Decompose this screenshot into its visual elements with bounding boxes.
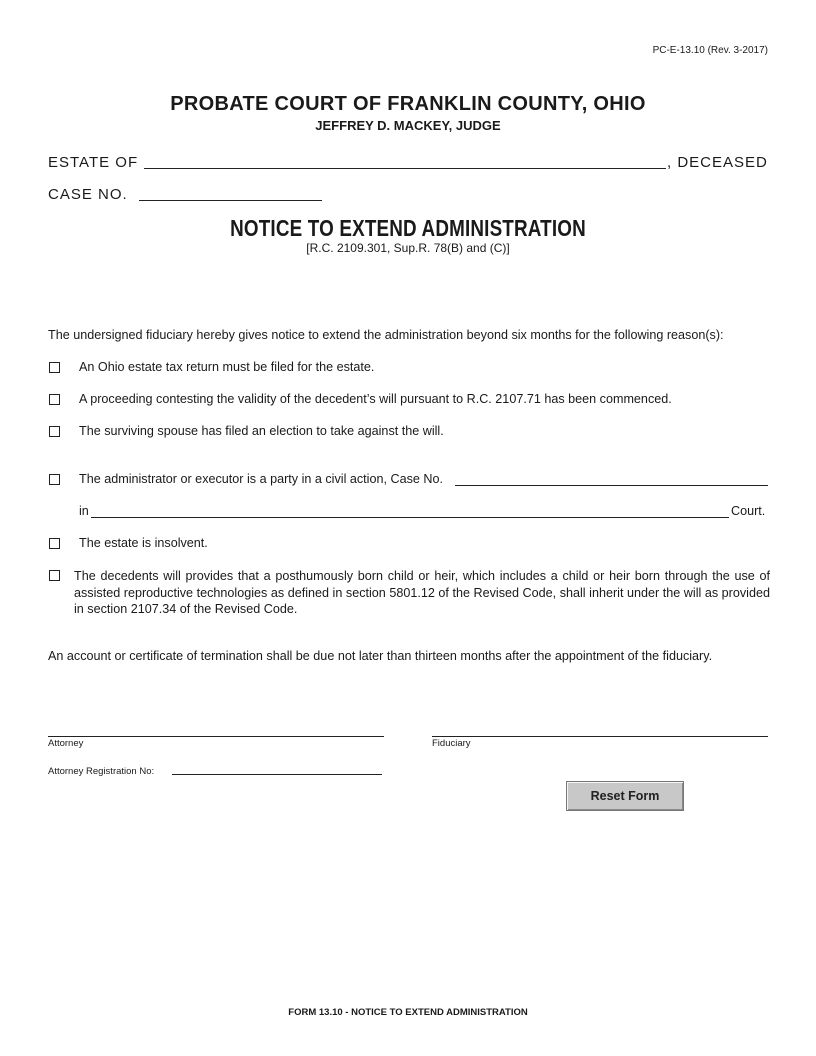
- reason-estate-tax: An Ohio estate tax return must be filed for the estate.: [79, 360, 375, 374]
- judge-name: JEFFREY D. MACKEY, JUDGE: [315, 118, 501, 133]
- reason-insolvent: The estate is insolvent.: [79, 536, 208, 550]
- checkbox-estate-tax[interactable]: [49, 362, 60, 373]
- fiduciary-signature-field[interactable]: [432, 736, 768, 737]
- attorney-label: Attorney: [48, 738, 84, 749]
- form-number: PC-E-13.10 (Rev. 3-2017): [652, 45, 768, 56]
- estate-name-field[interactable]: [144, 168, 666, 169]
- deceased-label: , DECEASED: [667, 154, 768, 171]
- reason-will-contest: A proceeding contesting the validity of the decedent’s will pursuant to R.C. 2107.71 has been commenced.: [79, 392, 672, 406]
- attorney-signature-field[interactable]: [48, 736, 384, 737]
- civil-in-label: in: [79, 504, 89, 518]
- document-title: NOTICE TO EXTEND ADMINISTRATION: [230, 215, 586, 241]
- reason-civil-action: The administrator or executor is a party in a civil action, Case No.: [79, 472, 443, 486]
- fiduciary-label: Fiduciary: [432, 738, 471, 749]
- civil-court-field[interactable]: [91, 517, 729, 518]
- checkbox-spouse-election[interactable]: [49, 426, 60, 437]
- reset-form-button[interactable]: Reset Form: [566, 781, 684, 811]
- checkbox-insolvent[interactable]: [49, 538, 60, 549]
- intro-text: The undersigned fiduciary hereby gives notice to extend the administration beyond six months for the following reason(s):: [48, 328, 724, 342]
- checkbox-civil-action[interactable]: [49, 474, 60, 485]
- civil-court-suffix: Court.: [731, 504, 766, 518]
- civil-case-no-field[interactable]: [455, 485, 768, 486]
- estate-of-label: ESTATE OF: [48, 154, 139, 171]
- registration-label: Attorney Registration No:: [48, 766, 155, 777]
- reason-posthumous-heir: The decedents will provides that a posthumously born child or heir, which includes a child or heir born through the use of assisted reproductive technologies as defined in section 5801.12 of the Revised Code, shall inherit under the will as provided in section 2107.34 of the Revised Code.: [74, 569, 770, 616]
- case-no-label: CASE NO.: [48, 186, 128, 203]
- case-no-field[interactable]: [139, 200, 322, 201]
- statute-citation: [R.C. 2109.301, Sup.R. 78(B) and (C)]: [306, 241, 510, 255]
- reason-spouse-election: The surviving spouse has filed an election to take against the will.: [79, 424, 444, 438]
- court-name: PROBATE COURT OF FRANKLIN COUNTY, OHIO: [170, 93, 646, 115]
- termination-note: An account or certificate of termination shall be due not later than thirteen months after the appointment of the fiduciary.: [48, 649, 713, 663]
- checkbox-posthumous-heir[interactable]: [49, 570, 60, 581]
- form-footer: FORM 13.10 - NOTICE TO EXTEND ADMINISTRATION: [288, 1007, 528, 1018]
- checkbox-will-contest[interactable]: [49, 394, 60, 405]
- registration-number-field[interactable]: [172, 774, 382, 775]
